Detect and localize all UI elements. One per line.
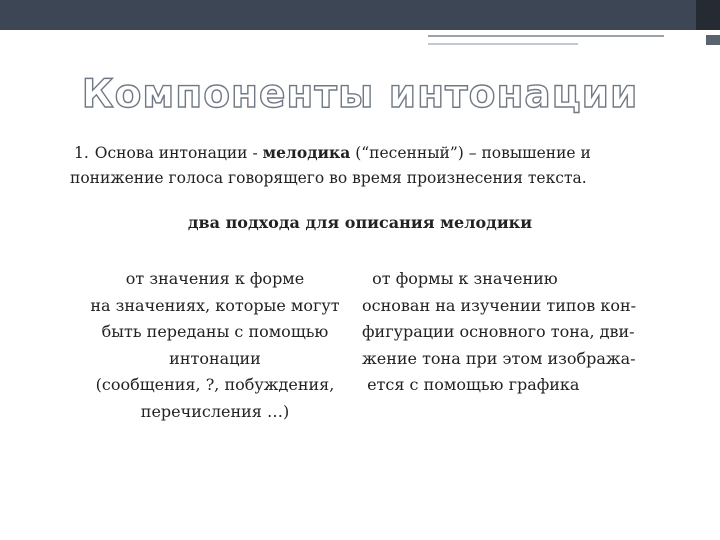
slide-title: Компоненты интонации [81,72,639,117]
numbered-point [70,140,670,191]
right-column [362,266,662,399]
point-text-after: (“песенный”) – повышение и [350,144,591,162]
right-column-line: ется с помощью графика [362,375,580,394]
left-column-line: быть переданы с помощью [101,322,329,341]
left-column-line: интонации [169,348,261,368]
top-decoration-corner [696,0,720,30]
point-number: 1. [74,144,89,162]
decoration-block [706,35,720,45]
top-decoration-band [0,0,720,30]
subheading: два подхода для описания мелодики [187,213,533,232]
left-column-line: от значения к форме [125,269,305,288]
left-column-line: перечисления …) [140,401,290,421]
right-column-line: жение тона при этом изобража- [362,348,636,368]
point-bold-term: мелодика [262,143,351,162]
point-line-2: понижение голоса говорящего во время произнесения текста. [70,169,587,187]
right-column-line: фигурации основного тона, дви- [362,322,635,341]
decoration-line [428,43,578,45]
point-line-1 [70,140,670,166]
point-text-before: Основа интонации - [94,144,263,162]
left-column-line: на значениях, которые могут [90,295,340,315]
left-column [75,266,355,425]
right-column-line: основан на изучении типов кон- [362,295,637,315]
decoration-line [428,35,664,37]
right-column-line: от формы к значению [362,269,558,288]
left-column-line: (сообщения, ?, побуждения, [95,375,335,394]
